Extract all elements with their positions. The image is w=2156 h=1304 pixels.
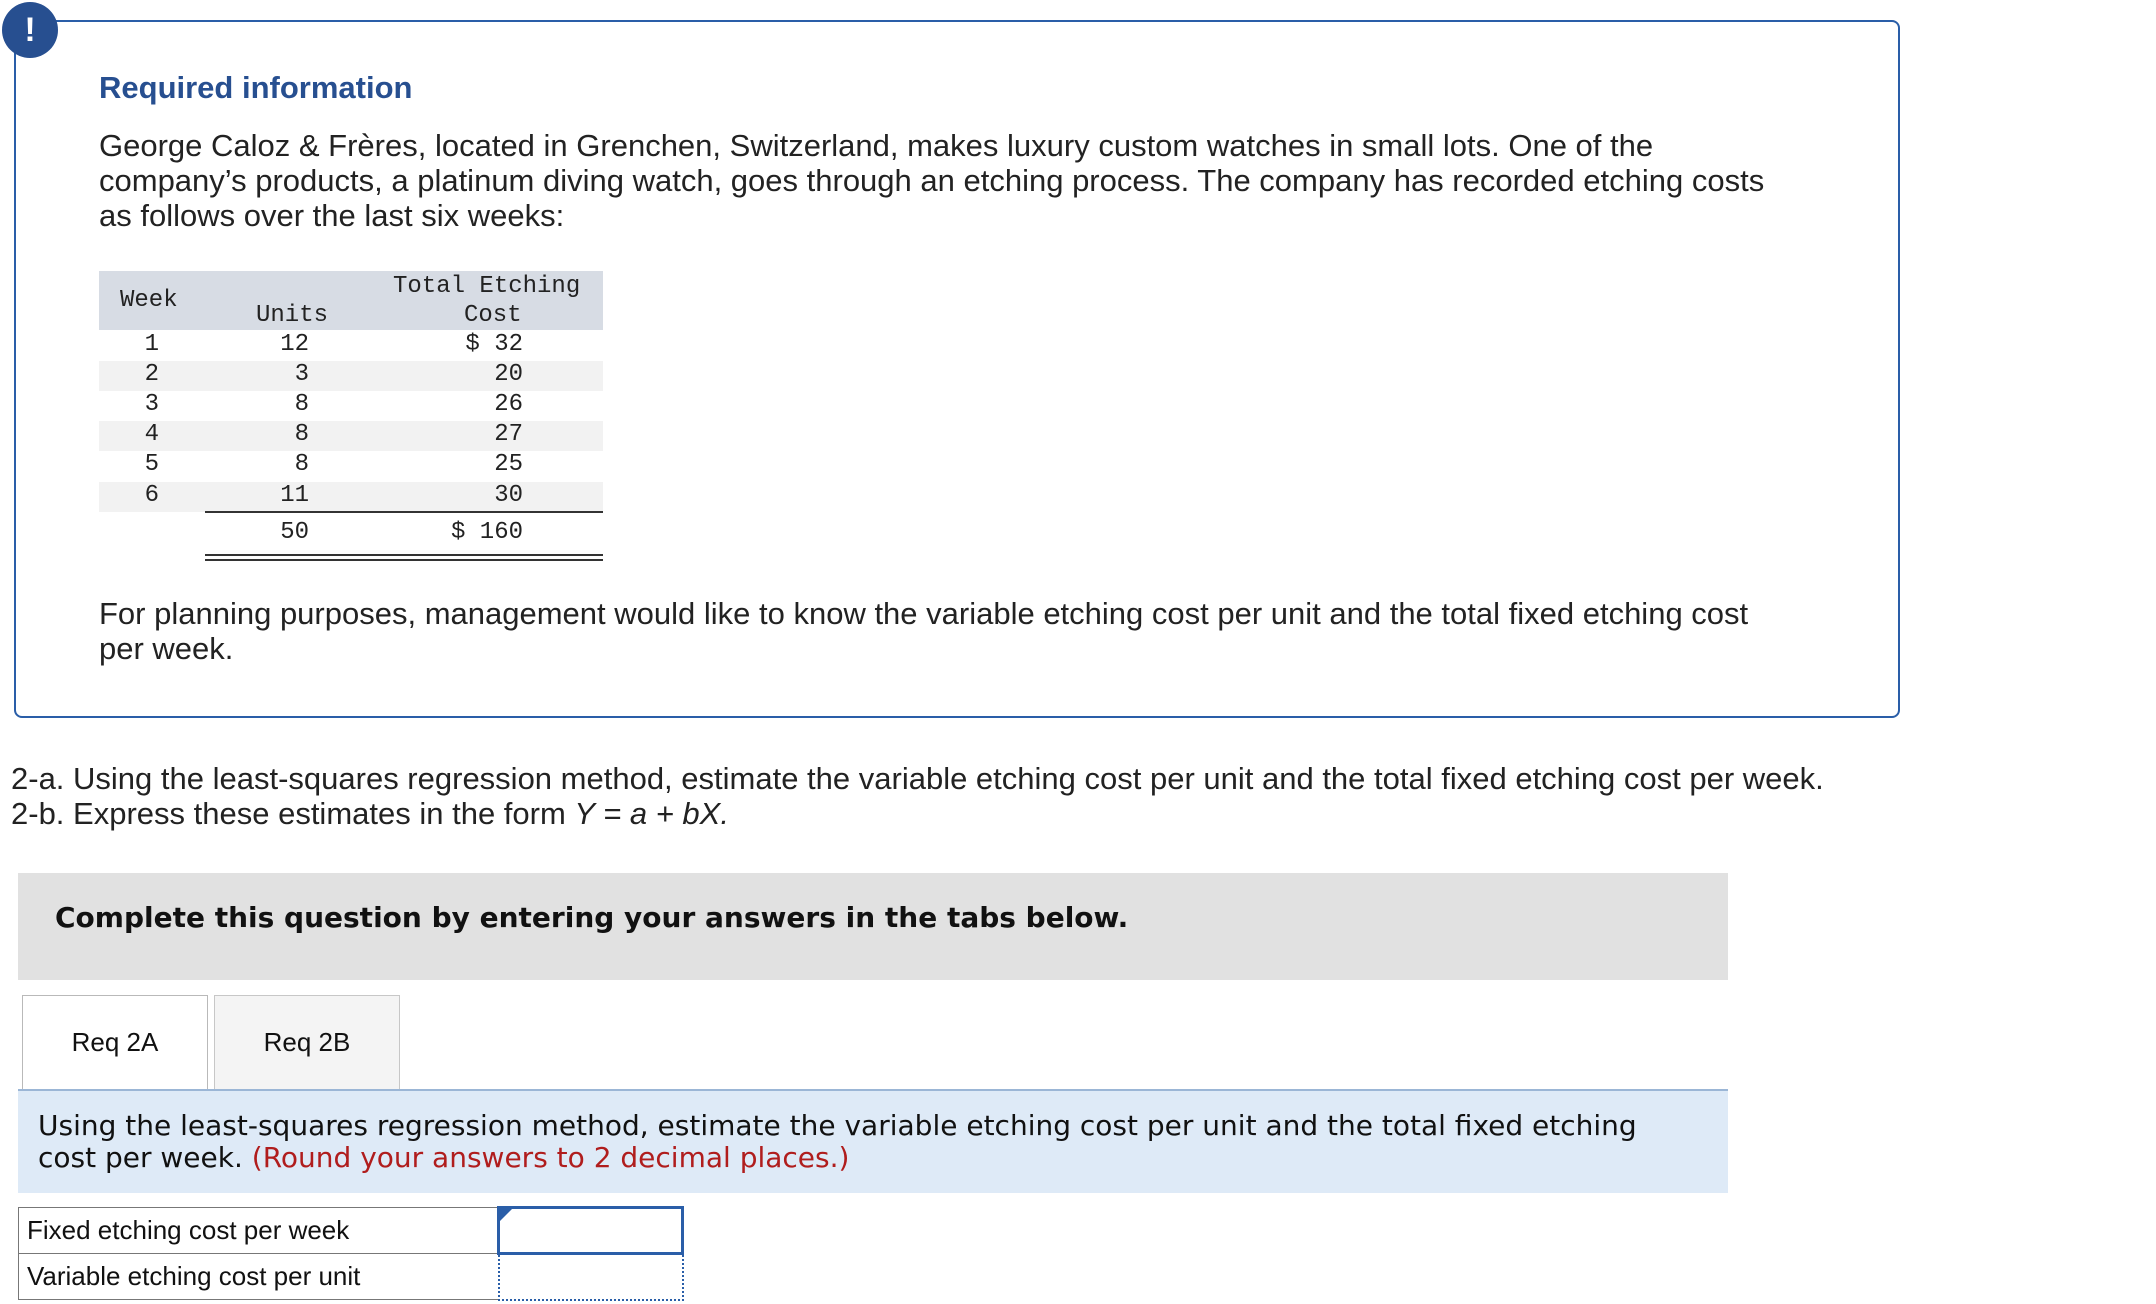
answer-row bbox=[19, 1208, 683, 1254]
question-text bbox=[11, 761, 1911, 831]
flag-icon bbox=[500, 1209, 512, 1221]
fixed-cost-input[interactable] bbox=[500, 1209, 681, 1252]
exclamation-icon: ! bbox=[2, 2, 58, 58]
question-line-a: 2-a. Using the least-squares regression method, estimate the variable etching cost per unit and the total fixed etching cost per week. bbox=[11, 761, 1824, 796]
header-units: Units bbox=[256, 302, 329, 329]
etching-cost-table bbox=[99, 271, 603, 561]
rounding-note: (Round your answers to 2 decimal places.) bbox=[251, 1141, 850, 1174]
tab-label: Req 2A bbox=[71, 1027, 159, 1057]
table-row: 3 8 26 bbox=[144, 391, 523, 418]
answer-label-fixed: Fixed etching cost per week bbox=[19, 1208, 499, 1254]
table-total-row bbox=[99, 519, 603, 549]
table-row: 4 8 27 bbox=[144, 421, 523, 448]
header-cost-line2: Cost bbox=[464, 302, 522, 329]
header-week: Week bbox=[120, 287, 178, 314]
answer-label-variable: Variable etching cost per unit bbox=[19, 1254, 499, 1300]
answer-row bbox=[19, 1254, 683, 1300]
planning-line: For planning purposes, management would like to know the variable etching cost per unit and the total fixed etching cost bbox=[99, 596, 1749, 631]
table-row: 5 8 25 bbox=[144, 451, 523, 478]
planning-line: per week. bbox=[99, 631, 234, 666]
tab-label: Req 2B bbox=[263, 1027, 351, 1057]
instructions-text: Using the least-squares regression method, estimate the variable etching cost per unit and the total fixed etching cost per week. (Round your answers to 2 decimal places.) bbox=[38, 1109, 1637, 1174]
total-units: 50 bbox=[280, 519, 309, 546]
intro-line: company’s products, a platinum diving watch, goes through an etching process. The company has recorded etching costs bbox=[99, 163, 1765, 198]
table-row: 6 11 30 bbox=[144, 482, 523, 509]
fixed-cost-input-cell[interactable] bbox=[499, 1208, 683, 1254]
tab-req-2b[interactable] bbox=[214, 995, 400, 1089]
table-row: 1 12 $ 32 bbox=[144, 331, 523, 358]
variable-cost-input[interactable] bbox=[500, 1255, 682, 1299]
intro-line: George Caloz & Frères, located in Grenchen, Switzerland, makes luxury custom watches in small lots. One of the bbox=[99, 128, 1654, 163]
header-cost-line1: Total Etching bbox=[393, 273, 581, 300]
variable-cost-input-cell[interactable] bbox=[499, 1254, 683, 1300]
intro-line: as follows over the last six weeks: bbox=[99, 198, 565, 233]
formula: Y = a + bX. bbox=[574, 796, 729, 831]
answer-table bbox=[18, 1206, 684, 1301]
intro-paragraph bbox=[99, 128, 1889, 233]
tab-req-2a[interactable] bbox=[22, 995, 208, 1089]
complete-question-text: Complete this question by entering your answers in the tabs below. bbox=[55, 901, 1129, 934]
total-cost: $ 160 bbox=[450, 519, 523, 546]
question-line-b: 2-b. Express these estimates in the form Y = a + bX. bbox=[11, 796, 729, 831]
required-information-title: Required information bbox=[99, 70, 413, 105]
planning-paragraph bbox=[99, 596, 1889, 666]
table-row: 2 3 20 bbox=[144, 361, 523, 388]
